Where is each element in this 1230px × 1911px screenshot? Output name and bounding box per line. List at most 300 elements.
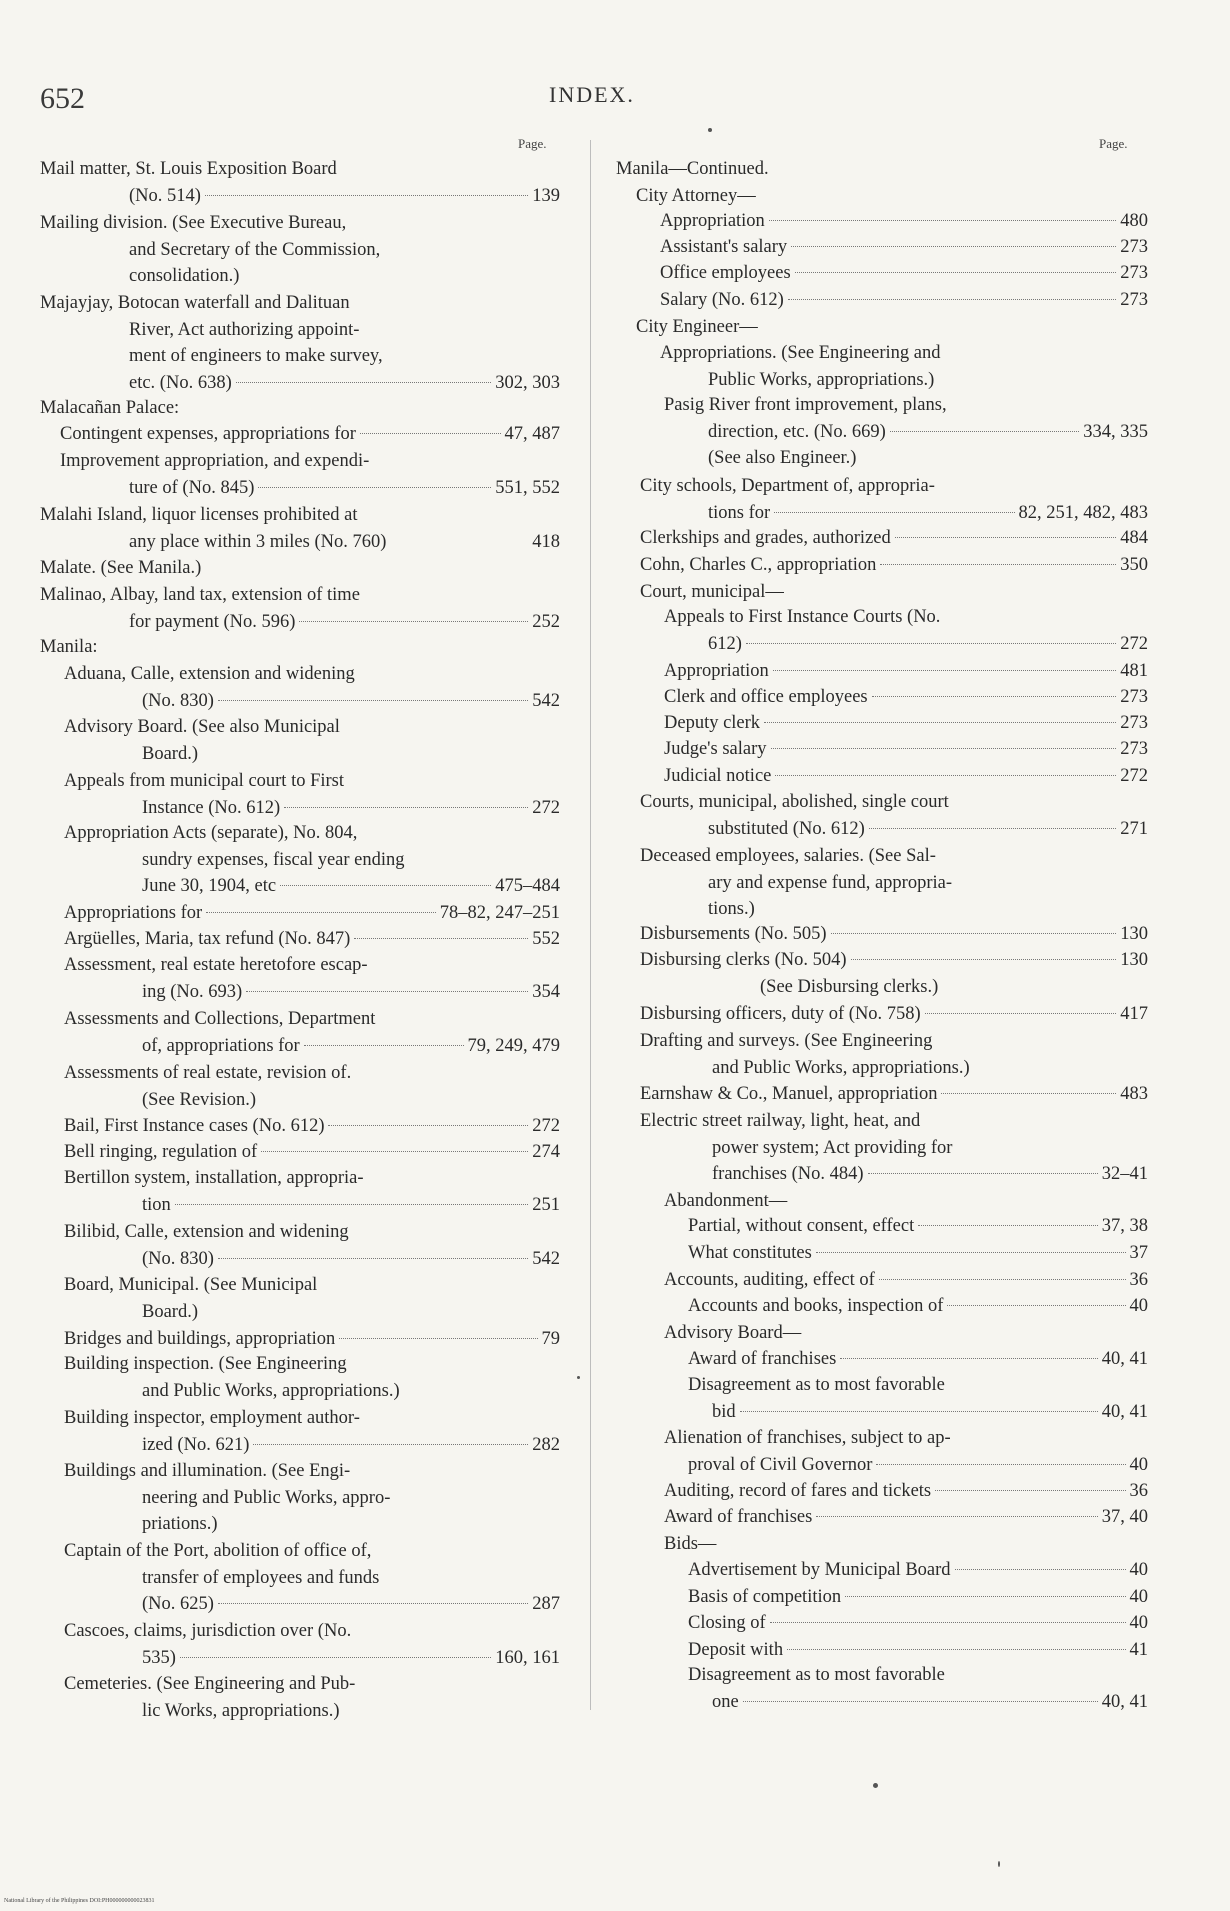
entry-text: (See also Engineer.) <box>708 448 857 468</box>
entry-line <box>142 1485 560 1512</box>
index-entry <box>64 1060 560 1113</box>
entry-line <box>60 421 560 448</box>
index-entry <box>64 952 560 1005</box>
entry-line <box>129 183 560 210</box>
entry-text: Deposit with <box>688 1640 784 1660</box>
entry-text: ing (No. 693) <box>142 981 243 1002</box>
entry-line <box>760 974 1148 1001</box>
leader-dots <box>280 885 491 886</box>
entry-line <box>142 688 560 715</box>
index-entry <box>664 1504 1148 1531</box>
entry-line <box>660 234 1148 261</box>
page-reference: 273 <box>1120 713 1148 733</box>
leader-dots <box>879 1279 1126 1280</box>
entry-line <box>64 714 560 741</box>
leader-dots <box>743 1701 1098 1702</box>
entry-text: Basis of competition <box>688 1587 842 1607</box>
entry-text: What constitutes <box>688 1243 812 1263</box>
index-entry <box>688 1557 1148 1584</box>
leader-dots <box>218 1258 528 1259</box>
page-reference: 40, 41 <box>1101 1691 1148 1712</box>
entry-line <box>664 736 1148 763</box>
entry-text: bid <box>712 1401 736 1422</box>
page-reference: 552 <box>532 929 560 949</box>
entry-text: (No. 830) <box>142 690 214 711</box>
page-reference: 272 <box>532 1116 560 1136</box>
entry-text: Electric street railway, light, heat, and <box>640 1111 921 1131</box>
entry-line <box>142 1299 560 1326</box>
leader-dots <box>845 1596 1125 1597</box>
entry-line <box>664 1531 1148 1558</box>
entry-text: Advertisement by Municipal Board <box>688 1560 951 1580</box>
index-entry <box>660 260 1148 287</box>
entry-line <box>664 604 1148 631</box>
page-reference: 273 <box>1120 263 1148 283</box>
index-entry <box>660 208 1148 235</box>
entry-line <box>708 367 1148 394</box>
page-reference: 36 <box>1129 1270 1148 1290</box>
index-entry <box>640 947 1148 1000</box>
entry-line <box>688 1637 1148 1664</box>
leader-dots <box>918 1225 1098 1226</box>
entry-line <box>640 525 1148 552</box>
entry-line <box>712 1135 1148 1162</box>
leader-dots <box>770 1622 1126 1623</box>
page-reference: 160, 161 <box>495 1647 560 1668</box>
index-entry <box>64 1165 560 1218</box>
entry-text: consolidation.) <box>129 266 240 286</box>
page-reference: 287 <box>532 1594 560 1614</box>
entry-text: Board.) <box>142 743 198 764</box>
entry-text: Disbursing officers, duty of (No. 758) <box>640 1004 921 1024</box>
index-entry <box>64 1351 560 1404</box>
entry-line <box>60 448 560 475</box>
index-entry <box>636 183 1148 210</box>
leader-dots <box>816 1252 1126 1253</box>
entry-line <box>129 263 560 290</box>
page-reference: 272 <box>532 797 560 818</box>
page-reference: 542 <box>532 690 560 711</box>
page-reference: 251 <box>532 1194 560 1215</box>
index-entry <box>664 710 1148 737</box>
entry-line <box>688 1213 1148 1240</box>
index-entry <box>664 763 1148 790</box>
page-reference: 273 <box>1120 237 1148 257</box>
leader-dots <box>180 1657 491 1658</box>
index-entry <box>60 421 560 448</box>
page-reference: 40 <box>1129 1296 1148 1316</box>
paper-speck <box>577 1376 580 1379</box>
index-entry <box>688 1240 1148 1267</box>
index-entry <box>64 1458 560 1538</box>
index-entry <box>688 1610 1148 1637</box>
page-reference: 40 <box>1129 1587 1148 1607</box>
index-entry <box>60 448 560 501</box>
index-entry <box>40 290 560 396</box>
entry-text: Building inspection. (See Engineering <box>64 1354 347 1374</box>
page-reference: 354 <box>532 981 560 1002</box>
entry-text: Malinao, Albay, land tax, extension of time <box>40 585 360 605</box>
library-footer: National Library of the Philippines DOI:PH000000000023831 <box>4 1898 155 1904</box>
leader-dots <box>218 700 528 701</box>
entry-line <box>688 1584 1148 1611</box>
entry-text: June 30, 1904, etc <box>142 876 277 896</box>
leader-dots <box>840 1358 1097 1359</box>
entry-text: and Public Works, appropriations.) <box>712 1057 970 1078</box>
entry-text: Malate. (See Manila.) <box>40 558 202 578</box>
index-entry <box>616 156 1148 183</box>
entry-line <box>64 768 560 795</box>
index-entry <box>40 502 560 555</box>
entry-line <box>64 1458 560 1485</box>
index-entry <box>688 1293 1148 1320</box>
index-entry <box>636 314 1148 341</box>
paper-speck <box>873 1783 878 1788</box>
entry-text: Bail, First Instance cases (No. 612) <box>64 1116 325 1136</box>
entry-line <box>688 1372 1148 1399</box>
entry-text: and Public Works, appropriations.) <box>142 1380 400 1401</box>
entry-line <box>660 287 1148 314</box>
entry-text: Appropriation Acts (separate), No. 804, <box>64 823 358 843</box>
entry-text: Courts, municipal, abolished, single court <box>640 792 949 812</box>
page-reference: 37, 40 <box>1101 1507 1148 1527</box>
page-reference: 40, 41 <box>1101 1401 1148 1422</box>
entry-line <box>129 475 560 502</box>
index-entry <box>64 1006 560 1059</box>
index-entry <box>64 1272 560 1325</box>
entry-line <box>636 314 1148 341</box>
entry-line <box>142 1246 560 1273</box>
entry-line <box>712 1055 1148 1082</box>
entry-text: Salary (No. 612) <box>660 290 784 310</box>
entry-line <box>142 1645 560 1672</box>
entry-text: Assessments of real estate, revision of. <box>64 1063 352 1083</box>
entry-text: Bell ringing, regulation of <box>64 1142 258 1162</box>
leader-dots <box>299 621 528 622</box>
entry-text: neering and Public Works, appro- <box>142 1487 391 1508</box>
page-reference: 40, 41 <box>1101 1349 1148 1369</box>
entry-text: ary and expense fund, appropria- <box>708 872 952 893</box>
entry-text: City Engineer— <box>636 317 758 337</box>
entry-line <box>664 658 1148 685</box>
entry-text: Bids— <box>664 1534 717 1554</box>
entry-line <box>64 1538 560 1565</box>
index-entry <box>664 604 1148 657</box>
index-entry <box>40 555 560 582</box>
page-reference: 542 <box>532 1248 560 1269</box>
entry-line <box>708 631 1148 658</box>
entry-line <box>142 795 560 822</box>
entry-text: Malacañan Palace: <box>40 398 180 418</box>
entry-line <box>142 979 560 1006</box>
entry-text: of, appropriations for <box>142 1035 300 1056</box>
index-entry <box>688 1584 1148 1611</box>
entry-text: Cascoes, claims, jurisdiction over (No. <box>64 1621 352 1641</box>
leader-dots <box>872 696 1117 697</box>
leader-dots <box>769 220 1116 221</box>
entry-line <box>664 1320 1148 1347</box>
entry-line <box>129 609 560 636</box>
entry-line <box>64 1351 560 1378</box>
entry-text: Improvement appropriation, and expendi- <box>60 451 370 471</box>
page-reference: 273 <box>1120 687 1148 707</box>
index-entry <box>640 843 1148 923</box>
entry-text: any place within 3 miles (No. 760) <box>129 531 387 552</box>
entry-line <box>664 1267 1148 1294</box>
page-reference: 41 <box>1129 1640 1148 1660</box>
entry-line <box>664 710 1148 737</box>
leader-dots <box>740 1411 1098 1412</box>
entry-line <box>142 1087 560 1114</box>
index-entry <box>64 1405 560 1458</box>
entry-text: Accounts, auditing, effect of <box>664 1270 875 1290</box>
entry-text: City schools, Department of, appropria- <box>640 476 935 496</box>
leader-dots <box>205 195 528 196</box>
page-column-label-right: Page. <box>1099 136 1128 151</box>
entry-line <box>129 529 560 556</box>
entry-line <box>664 763 1148 790</box>
entry-text: Manila: <box>40 637 98 657</box>
leader-dots <box>788 299 1116 300</box>
entry-line <box>640 921 1148 948</box>
leader-dots <box>746 643 1116 644</box>
entry-line <box>708 870 1148 897</box>
index-entry <box>64 1113 560 1140</box>
entry-text: Clerkships and grades, authorized <box>640 528 891 548</box>
page-reference: 484 <box>1120 528 1148 548</box>
page-reference: 417 <box>1120 1004 1148 1024</box>
entry-text: Assessments and Collections, Department <box>64 1009 376 1029</box>
index-entry <box>64 1538 560 1618</box>
entry-text: Instance (No. 612) <box>142 797 281 818</box>
entry-line <box>640 473 1148 500</box>
entry-text: for payment (No. 596) <box>129 611 296 632</box>
page-reference: 481 <box>1120 661 1148 681</box>
page-reference: 78–82, 247–251 <box>439 903 560 923</box>
entry-line <box>616 156 1148 183</box>
entry-text: Judge's salary <box>664 739 767 759</box>
entry-line <box>142 1565 560 1592</box>
entry-text: Buildings and illumination. (See Engi- <box>64 1461 351 1481</box>
entry-text: Closing of <box>688 1613 766 1633</box>
entry-line <box>708 500 1148 527</box>
entry-text: Clerk and office employees <box>664 687 868 707</box>
index-entry <box>688 1346 1148 1373</box>
entry-text: Appropriations for <box>64 903 203 923</box>
entry-text: ture of (No. 845) <box>129 477 255 498</box>
entry-text: direction, etc. (No. 669) <box>708 421 886 442</box>
entry-text: Mail matter, St. Louis Exposition Board <box>40 159 337 179</box>
entry-text: and Secretary of the Commission, <box>129 239 381 260</box>
index-entry <box>64 714 560 767</box>
entry-text: Award of franchises <box>688 1349 837 1369</box>
page-reference: 274 <box>532 1142 560 1162</box>
entry-text: 612) <box>708 633 742 654</box>
entry-line <box>64 1272 560 1299</box>
entry-line <box>40 156 560 183</box>
entry-text: Advisory Board— <box>664 1323 802 1343</box>
leader-dots <box>791 246 1116 247</box>
leader-dots <box>880 564 1116 565</box>
leader-dots <box>831 933 1117 934</box>
entry-line <box>129 370 560 397</box>
entry-text: Public Works, appropriations.) <box>708 369 935 390</box>
entry-line <box>640 1001 1148 1028</box>
entry-text: transfer of employees and funds <box>142 1567 380 1588</box>
index-entry <box>664 1267 1148 1294</box>
entry-line <box>664 392 1148 419</box>
entry-text: Disagreement as to most favorable <box>688 1665 945 1685</box>
entry-text: Office employees <box>660 263 791 283</box>
page-reference: 252 <box>532 611 560 632</box>
entry-line <box>142 1432 560 1459</box>
index-entry <box>688 1213 1148 1240</box>
index-entry <box>40 210 560 290</box>
entry-text: Mailing division. (See Executive Bureau, <box>40 213 347 233</box>
entry-line <box>688 1240 1148 1267</box>
leader-dots <box>947 1305 1125 1306</box>
entry-text: substituted (No. 612) <box>708 818 865 839</box>
index-entry <box>64 1139 560 1166</box>
page-reference: 36 <box>1129 1481 1148 1501</box>
index-entry <box>664 658 1148 685</box>
entry-text: power system; Act providing for <box>712 1137 953 1158</box>
index-entry <box>664 1320 1148 1347</box>
entry-text: Manila—Continued. <box>616 159 769 179</box>
entry-text: Majayjay, Botocan waterfall and Dalituan <box>40 293 350 313</box>
index-entry <box>664 1425 1148 1478</box>
leader-dots <box>851 959 1117 960</box>
index-entry <box>64 768 560 821</box>
entry-line <box>40 555 560 582</box>
entry-line <box>712 1161 1148 1188</box>
index-entry <box>64 900 560 927</box>
leader-dots <box>868 1173 1098 1174</box>
leader-dots <box>175 1204 528 1205</box>
page-reference: 40 <box>1129 1613 1148 1633</box>
index-entry <box>660 287 1148 314</box>
entry-text: one <box>712 1691 739 1712</box>
entry-text: franchises (No. 484) <box>712 1164 864 1184</box>
entry-text: sundry expenses, fiscal year ending <box>142 849 405 870</box>
paper-speck <box>998 1861 1000 1867</box>
entry-line <box>636 183 1148 210</box>
entry-text: tions for <box>708 502 771 523</box>
entry-text: tions.) <box>708 899 755 919</box>
index-entry <box>40 395 560 422</box>
page-reference: 82, 251, 482, 483 <box>1018 502 1148 523</box>
entry-text: 535) <box>142 1647 176 1668</box>
entry-text: Alienation of franchises, subject to ap- <box>664 1428 951 1448</box>
entry-line <box>142 1591 560 1618</box>
entry-line <box>640 947 1148 974</box>
leader-dots <box>328 1125 528 1126</box>
index-entry <box>660 340 1148 393</box>
page-reference: 282 <box>532 1434 560 1455</box>
entry-text: Assistant's salary <box>660 237 788 257</box>
leader-dots <box>339 1338 537 1339</box>
leader-dots <box>218 1603 528 1604</box>
page-reference: 47, 487 <box>504 424 560 444</box>
index-entry <box>688 1662 1148 1715</box>
entry-line <box>640 843 1148 870</box>
column-divider <box>590 140 591 1710</box>
index-entry <box>664 1531 1148 1558</box>
entry-text: Disagreement as to most favorable <box>688 1375 945 1395</box>
entry-line <box>64 1113 560 1140</box>
page-reference: 334, 335 <box>1083 421 1148 442</box>
entry-line <box>664 1478 1148 1505</box>
entry-line <box>40 210 560 237</box>
page-reference: 302, 303 <box>495 372 560 393</box>
index-entry <box>664 684 1148 711</box>
entry-line <box>142 847 560 874</box>
entry-text: (No. 625) <box>142 1594 214 1614</box>
index-entry <box>64 661 560 714</box>
entry-text: Accounts and books, inspection of <box>688 1296 944 1316</box>
index-entry <box>664 736 1148 763</box>
entry-line <box>664 1425 1148 1452</box>
entry-text: Captain of the Port, abolition of office of, <box>64 1541 372 1561</box>
entry-line <box>640 552 1148 579</box>
entry-line <box>64 952 560 979</box>
leader-dots <box>253 1444 528 1445</box>
index-entry <box>640 1081 1148 1108</box>
entry-line <box>64 820 560 847</box>
entry-text: Partial, without consent, effect <box>688 1216 915 1236</box>
leader-dots <box>206 912 436 913</box>
entry-line <box>129 343 560 370</box>
index-entry <box>64 1219 560 1272</box>
index-entry <box>64 1326 560 1353</box>
index-entry <box>640 473 1148 526</box>
leader-dots <box>774 512 1014 513</box>
entry-line <box>640 789 1148 816</box>
entry-line <box>640 579 1148 606</box>
entry-line <box>142 1378 560 1405</box>
entry-line <box>64 1060 560 1087</box>
leader-dots <box>941 1093 1116 1094</box>
entry-line <box>640 1028 1148 1055</box>
entry-line <box>640 1108 1148 1135</box>
leader-dots <box>261 1151 528 1152</box>
index-entry <box>40 156 560 209</box>
page-reference: 480 <box>1120 211 1148 231</box>
entry-text: Court, municipal— <box>640 582 784 602</box>
entry-text: Disbursements (No. 505) <box>640 924 827 944</box>
page-reference: 272 <box>1120 766 1148 786</box>
entry-line <box>64 1405 560 1432</box>
page-number: 652 <box>40 82 85 115</box>
leader-dots <box>816 1516 1097 1517</box>
index-entry <box>640 579 1148 606</box>
index-entry <box>40 634 560 661</box>
index-entry <box>664 392 1148 472</box>
entry-text: Building inspector, employment author- <box>64 1408 360 1428</box>
entry-text: Bridges and buildings, appropriation <box>64 1329 336 1349</box>
entry-text: Malahi Island, liquor licenses prohibited at <box>40 505 358 525</box>
entry-line <box>712 1399 1148 1426</box>
entry-line <box>64 1618 560 1645</box>
leader-dots <box>890 431 1080 432</box>
page-reference: 551, 552 <box>495 477 560 498</box>
entry-line <box>142 1192 560 1219</box>
page-reference: 273 <box>1120 739 1148 759</box>
page-reference: 37, 38 <box>1101 1216 1148 1236</box>
page-reference: 37 <box>1129 1243 1148 1263</box>
entry-line <box>664 1504 1148 1531</box>
leader-dots <box>258 487 491 488</box>
